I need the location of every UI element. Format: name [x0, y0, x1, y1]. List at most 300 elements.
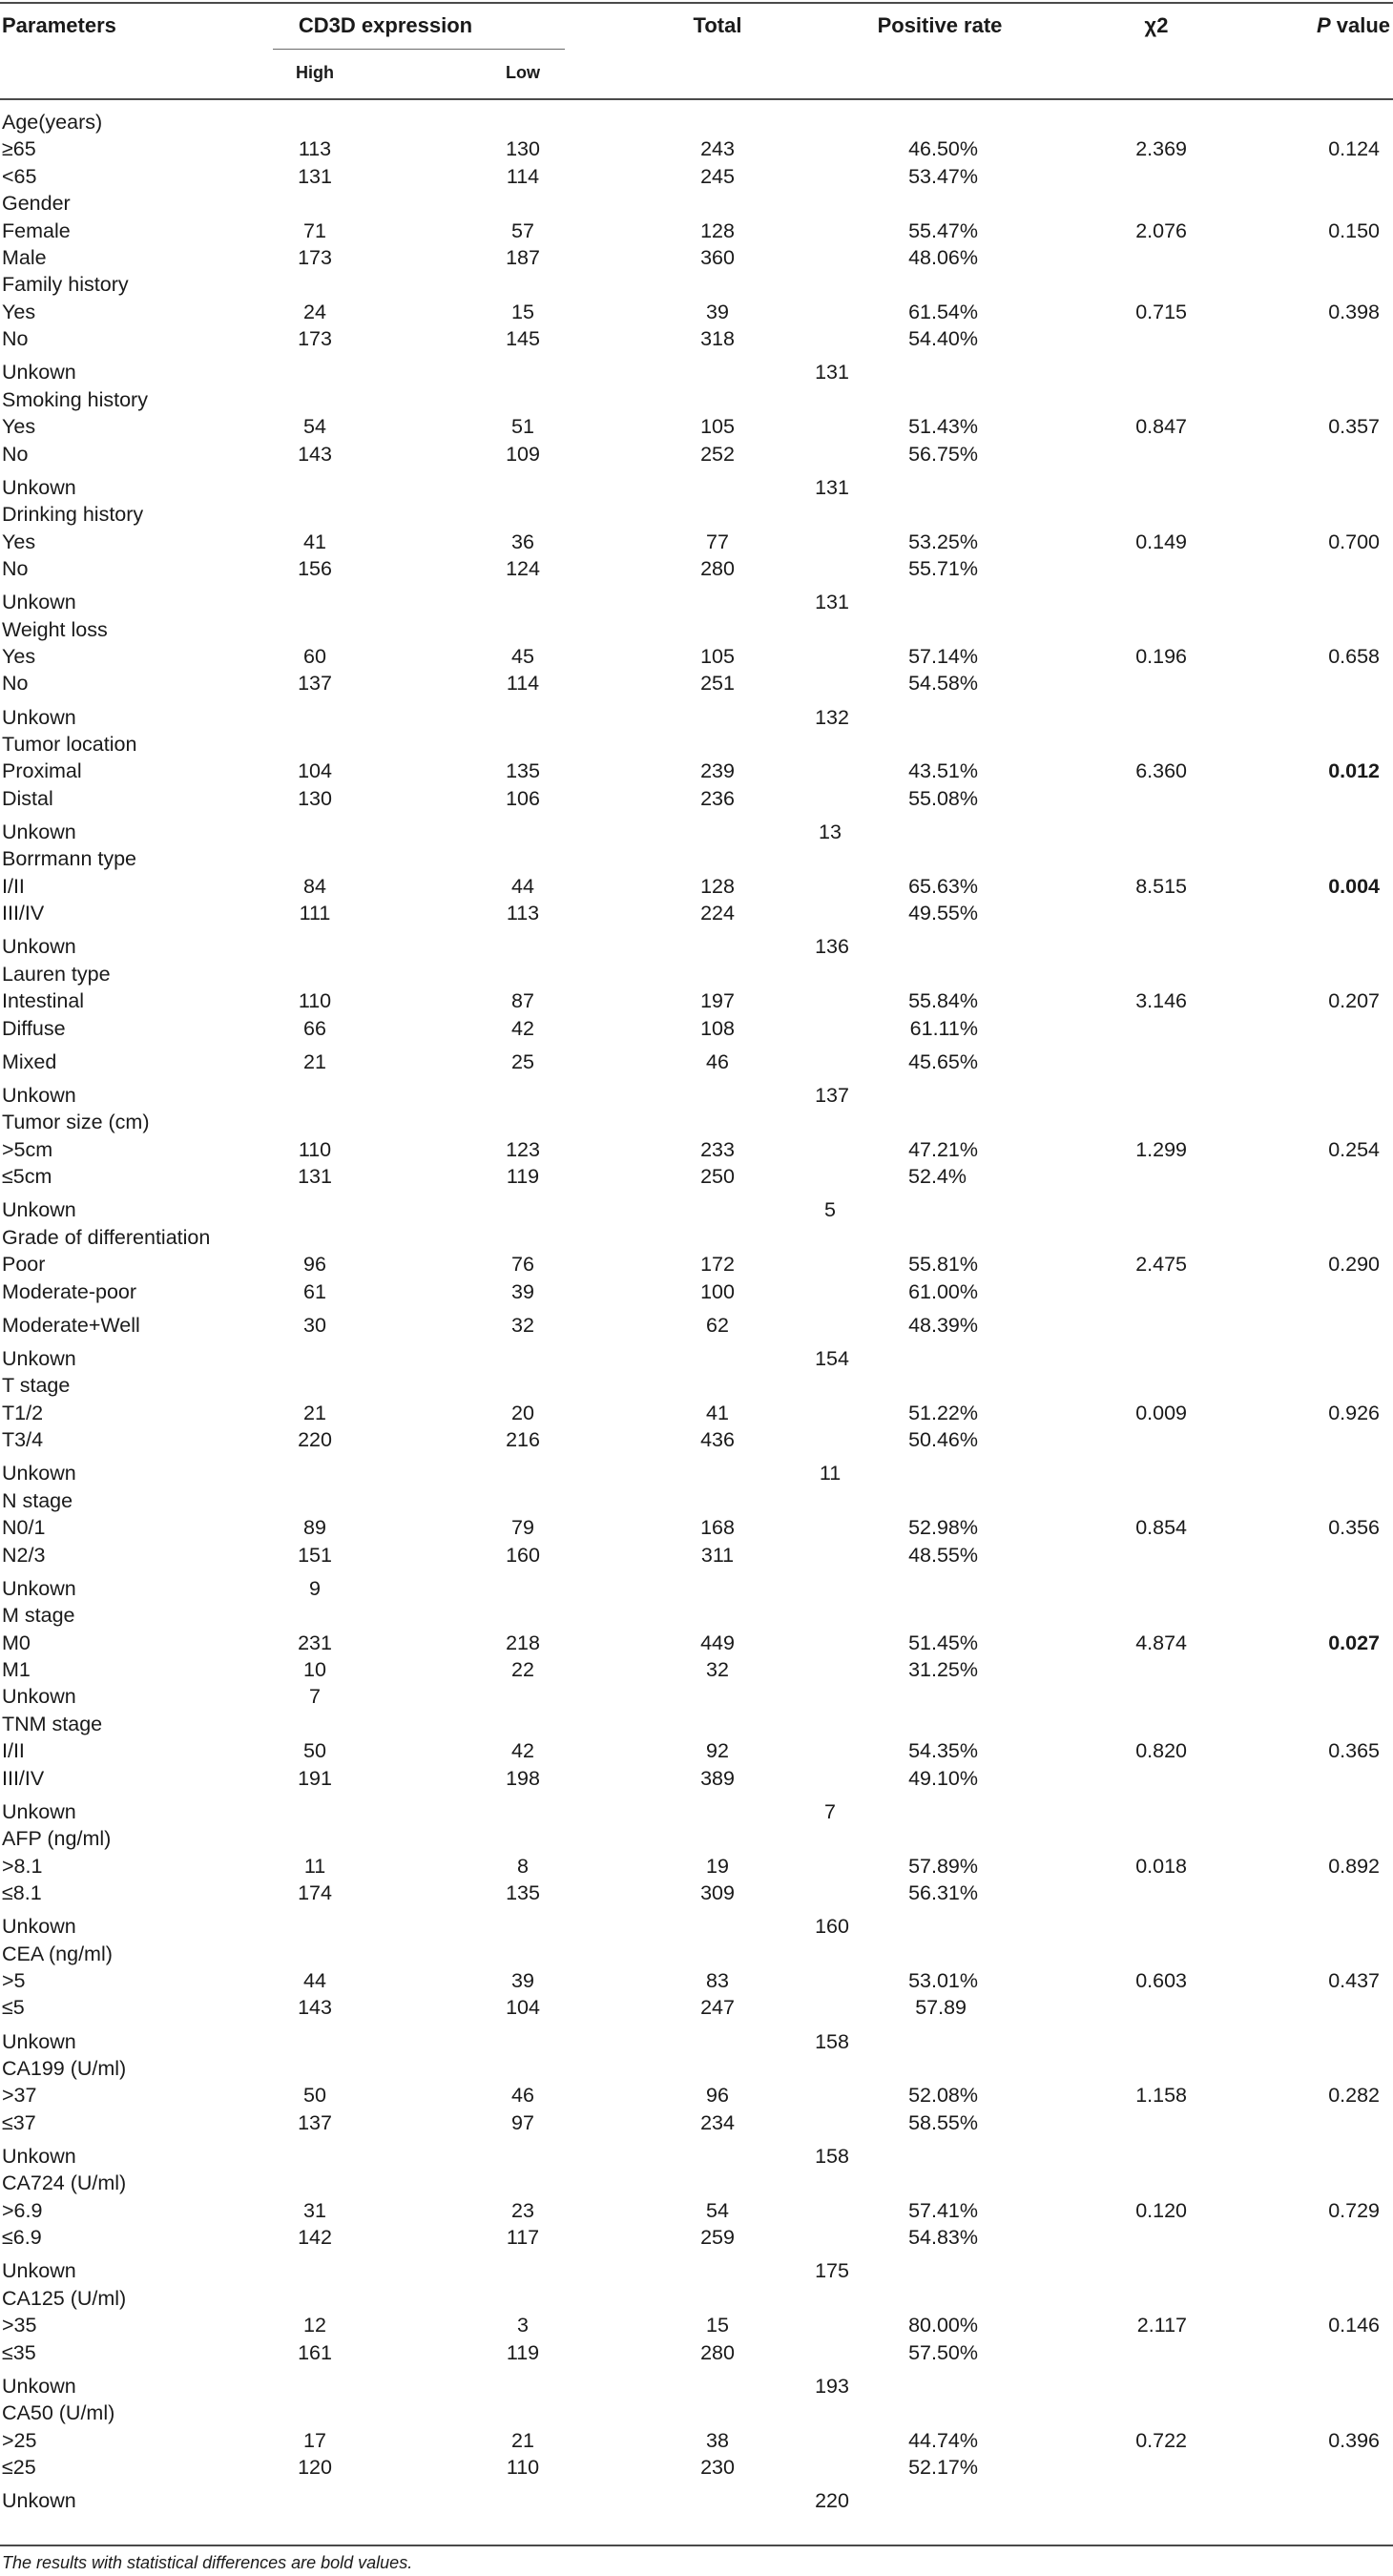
cell-positive-rate: 47.21% — [908, 1137, 978, 1161]
cell-total: 280 — [700, 2340, 735, 2364]
cell-low: 51 — [511, 415, 534, 439]
cell-low: 57 — [511, 218, 534, 242]
cell-chi-square: 3.146 — [1135, 989, 1187, 1013]
cell-high: 12 — [303, 2314, 326, 2337]
cell-chi-square: 1.299 — [1135, 1137, 1187, 1161]
cell-total: 96 — [706, 2084, 729, 2108]
cell-low: 218 — [506, 1631, 540, 1654]
row-label: Moderate+Well — [2, 1313, 140, 1337]
group-label: Family history — [2, 273, 129, 297]
cell-total: 39 — [706, 300, 729, 323]
cell-unknown-count: 5 — [824, 1198, 836, 1222]
cell-high: 50 — [303, 1739, 326, 1763]
row-label: Unkown — [2, 361, 76, 384]
cell-high: 21 — [303, 1401, 326, 1424]
cell-low: 87 — [511, 989, 534, 1013]
cell-low: 109 — [506, 442, 540, 466]
cell-positive-rate: 57.50% — [908, 2340, 978, 2364]
cell-chi-square: 8.515 — [1135, 874, 1187, 898]
cell-chi-square: 0.196 — [1135, 645, 1187, 668]
cell-low: 39 — [511, 1969, 534, 1992]
group-label: Tumor location — [2, 733, 137, 756]
cell-unknown-count: 158 — [815, 2145, 849, 2168]
cell-unknown-count: 9 — [309, 1576, 321, 1600]
cell-high: 137 — [298, 672, 332, 696]
row-label: ≤5 — [2, 1996, 25, 2020]
cell-low: 39 — [511, 1279, 534, 1303]
row-label: Unkown — [2, 705, 76, 729]
row-label: M0 — [2, 1631, 31, 1654]
cell-total: 251 — [700, 672, 735, 696]
row-label: M1 — [2, 1658, 31, 1681]
cell-total: 311 — [700, 1543, 735, 1567]
cell-high: 111 — [299, 902, 331, 925]
cell-total: 252 — [700, 442, 735, 466]
row-label: ≤25 — [2, 2456, 36, 2479]
group-label: Drinking history — [2, 503, 144, 527]
group-label: TNM stage — [2, 1712, 103, 1735]
cell-low: 36 — [511, 530, 534, 553]
row-label: ≤37 — [2, 2110, 36, 2134]
row-label: Unkown — [2, 591, 76, 614]
header-positive-rate: Positive rate — [877, 13, 1003, 37]
cell-chi-square: 2.076 — [1135, 218, 1187, 242]
cell-p-value: 0.356 — [1328, 1516, 1380, 1540]
cell-positive-rate: 55.47% — [908, 218, 978, 242]
cell-total: 54 — [706, 2198, 729, 2222]
cell-total: 233 — [700, 1137, 735, 1161]
header-p-rest: value — [1330, 13, 1390, 37]
cell-positive-rate: 51.45% — [908, 1631, 978, 1654]
cell-positive-rate: 65.63% — [908, 874, 978, 898]
cell-low: 123 — [506, 1137, 540, 1161]
cell-low: 8 — [517, 1854, 529, 1878]
cell-low: 42 — [511, 1739, 534, 1763]
cell-high: 89 — [303, 1516, 326, 1540]
row-label: T1/2 — [2, 1401, 44, 1424]
cell-unknown-count: 132 — [815, 705, 849, 729]
cell-high: 120 — [298, 2456, 332, 2479]
cell-high: 21 — [303, 1049, 326, 1073]
cell-high: 50 — [303, 2084, 326, 2108]
cell-total: 46 — [706, 1049, 729, 1073]
row-label: >35 — [2, 2314, 37, 2337]
bottom-rule — [0, 2545, 1393, 2546]
cell-unknown-count: 13 — [819, 821, 842, 843]
cell-p-value: 0.150 — [1328, 218, 1380, 242]
row-label: Unkown — [2, 821, 76, 843]
cell-p-value: 0.124 — [1328, 137, 1380, 161]
cell-p-value: 0.290 — [1328, 1253, 1380, 1277]
row-label: >8.1 — [2, 1854, 43, 1878]
row-label: III/IV — [2, 1766, 45, 1790]
cell-total: 19 — [706, 1854, 729, 1878]
cell-total: 245 — [700, 164, 735, 188]
cell-total: 243 — [700, 137, 735, 161]
row-label: No — [2, 557, 29, 580]
row-label: Yes — [2, 415, 36, 439]
cell-low: 119 — [506, 2340, 540, 2364]
cell-unknown-count: 137 — [815, 1084, 849, 1107]
cell-high: 156 — [298, 557, 332, 580]
cell-total: 128 — [700, 874, 735, 898]
cell-chi-square: 0.820 — [1135, 1739, 1187, 1763]
row-label: Yes — [2, 300, 36, 323]
cell-high: 10 — [303, 1658, 326, 1681]
cell-high: 173 — [298, 246, 332, 269]
cell-positive-rate: 55.84% — [908, 989, 978, 1013]
cell-high: 143 — [298, 442, 332, 466]
row-label: T3/4 — [2, 1428, 44, 1452]
cell-positive-rate: 53.25% — [908, 530, 978, 553]
cell-high: 113 — [298, 137, 332, 161]
cell-total: 436 — [700, 1428, 735, 1452]
cell-total: 100 — [700, 1279, 735, 1303]
cell-high: 231 — [298, 1631, 332, 1654]
row-label: Moderate-poor — [2, 1279, 137, 1303]
cell-high: 17 — [303, 2428, 326, 2452]
cell-low: 104 — [506, 1996, 540, 2020]
cell-unknown-count: 154 — [815, 1347, 849, 1370]
cell-p-value: 0.729 — [1328, 2198, 1380, 2222]
cell-positive-rate: 52.08% — [908, 2084, 978, 2108]
cell-total: 108 — [700, 1016, 735, 1040]
cell-low: 44 — [511, 874, 534, 898]
cell-total: 197 — [700, 989, 735, 1013]
row-label: Unkown — [2, 475, 76, 499]
cell-chi-square: 0.120 — [1135, 2198, 1187, 2222]
cell-high: 131 — [298, 1165, 332, 1189]
cell-chi-square: 4.874 — [1135, 1631, 1187, 1654]
cell-positive-rate: 56.31% — [908, 1881, 978, 1904]
row-label: Unkown — [2, 1198, 76, 1222]
group-label: Borrmann type — [2, 847, 137, 871]
cell-positive-rate: 61.00% — [908, 1279, 978, 1303]
cell-high: 130 — [298, 786, 332, 810]
cell-p-value: 0.658 — [1328, 645, 1380, 668]
cell-positive-rate: 61.11% — [909, 1016, 978, 1040]
cell-unknown-count: 131 — [815, 475, 849, 499]
row-label: Unkown — [2, 2259, 76, 2283]
group-label: Smoking history — [2, 387, 148, 411]
cell-low: 22 — [511, 1658, 534, 1681]
cell-low: 3 — [517, 2314, 529, 2337]
cell-p-value: 0.282 — [1328, 2084, 1380, 2108]
group-label: CA724 (U/ml) — [2, 2171, 127, 2195]
row-label: Yes — [2, 530, 36, 553]
cell-total: 449 — [700, 1631, 735, 1654]
row-label: N0/1 — [2, 1516, 46, 1540]
row-label: ≤35 — [2, 2340, 36, 2364]
cell-low: 135 — [506, 759, 540, 783]
cell-positive-rate: 45.65% — [908, 1049, 978, 1073]
cell-positive-rate: 54.40% — [908, 327, 978, 351]
row-label: Unkown — [2, 2374, 76, 2398]
cell-high: 41 — [303, 530, 326, 553]
row-label: N2/3 — [2, 1543, 46, 1567]
cell-positive-rate: 57.89 — [915, 1996, 967, 2020]
cell-total: 15 — [706, 2314, 729, 2337]
cell-positive-rate: 54.35% — [908, 1739, 978, 1763]
header-cd3d-expression: CD3D expression — [298, 13, 473, 37]
header-p-letter: P — [1316, 13, 1331, 37]
cell-total: 32 — [706, 1658, 729, 1681]
row-label: Unkown — [2, 2029, 76, 2053]
cell-high: 96 — [303, 1253, 326, 1277]
group-label: CEA (ng/ml) — [2, 1942, 113, 1965]
group-label: Tumor size (cm) — [2, 1111, 150, 1134]
row-label: Unkown — [2, 2489, 76, 2513]
cell-total: 172 — [700, 1253, 735, 1277]
header-parameters: Parameters — [2, 13, 116, 37]
cell-positive-rate: 51.22% — [908, 1401, 978, 1424]
cell-positive-rate: 57.41% — [908, 2198, 978, 2222]
cell-positive-rate: 57.89% — [908, 1854, 978, 1878]
cell-low: 79 — [511, 1516, 534, 1540]
cell-unknown-count: 7 — [309, 1685, 321, 1709]
cell-p-value: 0.146 — [1328, 2314, 1380, 2337]
cell-high: 110 — [298, 1137, 332, 1161]
cell-total: 234 — [700, 2110, 735, 2134]
cell-unknown-count: 7 — [824, 1799, 836, 1823]
cell-chi-square: 0.715 — [1135, 300, 1187, 323]
cell-total: 77 — [706, 530, 729, 553]
row-label: Unkown — [2, 1347, 76, 1370]
cell-high: 174 — [298, 1881, 332, 1904]
cell-low: 32 — [511, 1313, 534, 1337]
cell-chi-square: 2.117 — [1136, 2314, 1187, 2337]
cell-positive-rate: 49.55% — [908, 902, 978, 925]
row-label: ≤8.1 — [2, 1881, 42, 1904]
cell-low: 113 — [506, 902, 540, 925]
cell-total: 92 — [706, 1739, 729, 1763]
cell-low: 42 — [511, 1016, 534, 1040]
cell-low: 76 — [511, 1253, 534, 1277]
cell-positive-rate: 52.98% — [908, 1516, 978, 1540]
cell-high: 61 — [303, 1279, 326, 1303]
cell-unknown-count: 131 — [815, 591, 849, 614]
cell-chi-square: 0.009 — [1135, 1401, 1187, 1424]
row-label: Distal — [2, 786, 53, 810]
cell-p-value: 0.437 — [1328, 1969, 1380, 1992]
cell-chi-square: 2.369 — [1135, 137, 1187, 161]
cell-low: 114 — [506, 672, 540, 696]
header-chi-square: χ2 — [1144, 13, 1169, 37]
cell-high: 71 — [303, 218, 326, 242]
cell-high: 66 — [303, 1016, 326, 1040]
cell-p-value: 0.365 — [1328, 1739, 1380, 1763]
cell-high: 54 — [303, 415, 326, 439]
row-label: I/II — [2, 1739, 25, 1763]
row-label: ≤5cm — [2, 1165, 52, 1189]
cell-positive-rate: 55.71% — [908, 557, 978, 580]
cell-total: 239 — [700, 759, 735, 783]
cell-low: 23 — [511, 2198, 534, 2222]
cell-low: 187 — [506, 246, 540, 269]
row-label: Unkown — [2, 2145, 76, 2168]
cell-low: 45 — [511, 645, 534, 668]
group-label: M stage — [2, 1604, 75, 1628]
cell-high: 60 — [303, 645, 326, 668]
cell-positive-rate: 48.39% — [908, 1313, 978, 1337]
cell-low: 198 — [506, 1766, 540, 1790]
cell-low: 117 — [506, 2226, 540, 2250]
cell-total: 250 — [700, 1165, 735, 1189]
row-label: Unkown — [2, 1084, 76, 1107]
cell-total: 236 — [700, 786, 735, 810]
cell-total: 280 — [700, 557, 735, 580]
cell-chi-square: 0.149 — [1135, 530, 1187, 553]
cell-total: 105 — [700, 645, 735, 668]
cell-low: 20 — [511, 1401, 534, 1424]
cell-positive-rate: 51.43% — [908, 415, 978, 439]
cell-unknown-count: 131 — [815, 361, 849, 384]
cell-positive-rate: 80.00% — [908, 2314, 978, 2337]
cell-total: 360 — [700, 246, 735, 269]
group-label: Grade of differentiation — [2, 1225, 211, 1249]
group-label: CA199 (U/ml) — [2, 2057, 127, 2080]
cell-positive-rate: 49.10% — [908, 1766, 978, 1790]
row-label: Unkown — [2, 1576, 76, 1600]
cell-high: 30 — [303, 1313, 326, 1337]
cell-chi-square: 0.847 — [1135, 415, 1187, 439]
cell-total: 128 — [700, 218, 735, 242]
footnote: The results with statistical differences are bold values. — [2, 2553, 413, 2572]
group-label: N stage — [2, 1488, 73, 1512]
cell-p-value: 0.207 — [1328, 989, 1380, 1013]
cell-low: 106 — [506, 786, 540, 810]
group-label: Age(years) — [2, 111, 103, 134]
cell-p-value: 0.012 — [1328, 759, 1380, 783]
cell-low: 160 — [506, 1543, 540, 1567]
cell-low: 145 — [506, 327, 540, 351]
cell-total: 259 — [700, 2226, 735, 2250]
row-label: Female — [2, 218, 71, 242]
row-label: Male — [2, 246, 47, 269]
cell-high: 191 — [298, 1766, 332, 1790]
cell-high: 151 — [298, 1543, 332, 1567]
row-label: <65 — [2, 164, 37, 188]
cell-chi-square: 2.475 — [1135, 1253, 1187, 1277]
row-label: >5cm — [2, 1137, 53, 1161]
header-total: Total — [693, 13, 742, 37]
cell-total: 389 — [700, 1766, 735, 1790]
row-label: No — [2, 672, 29, 696]
cell-p-value: 0.398 — [1328, 300, 1380, 323]
row-label: Yes — [2, 645, 36, 668]
cell-positive-rate: 48.06% — [908, 246, 978, 269]
cell-low: 15 — [511, 300, 534, 323]
cell-high: 137 — [298, 2110, 332, 2134]
cell-positive-rate: 61.54% — [908, 300, 978, 323]
cell-low: 114 — [506, 164, 540, 188]
cell-high: 44 — [303, 1969, 326, 1992]
group-label: AFP (ng/ml) — [2, 1827, 112, 1851]
group-label: CA50 (U/ml) — [2, 2401, 115, 2425]
row-label: Unkown — [2, 935, 76, 959]
cell-chi-square: 0.018 — [1135, 1854, 1187, 1878]
cell-unknown-count: 136 — [815, 935, 849, 959]
cell-total: 83 — [706, 1969, 729, 1992]
cell-chi-square: 6.360 — [1135, 759, 1187, 783]
group-label: CA125 (U/ml) — [2, 2286, 127, 2310]
row-label: ≤6.9 — [2, 2226, 42, 2250]
cell-unknown-count: 11 — [819, 1462, 842, 1485]
cell-positive-rate: 43.51% — [908, 759, 978, 783]
header-high: High — [296, 63, 334, 82]
cell-low: 119 — [506, 1165, 540, 1189]
cell-total: 41 — [706, 1401, 729, 1424]
cell-positive-rate: 31.25% — [908, 1658, 978, 1681]
cell-high: 11 — [303, 1854, 326, 1878]
cell-positive-rate: 57.14% — [908, 645, 978, 668]
cell-chi-square: 1.158 — [1135, 2084, 1187, 2108]
row-label: >5 — [2, 1969, 26, 1992]
row-label: Unkown — [2, 1462, 76, 1485]
cell-unknown-count: 220 — [815, 2489, 849, 2513]
row-label: III/IV — [2, 902, 45, 925]
cell-total: 224 — [700, 902, 735, 925]
cell-high: 173 — [298, 327, 332, 351]
row-label: >25 — [2, 2428, 37, 2452]
row-label: Proximal — [2, 759, 82, 783]
cell-positive-rate: 48.55% — [908, 1543, 978, 1567]
cell-high: 110 — [298, 989, 332, 1013]
row-label: Unkown — [2, 1915, 76, 1939]
cell-positive-rate: 52.4% — [908, 1165, 967, 1189]
cell-p-value: 0.027 — [1328, 1631, 1380, 1654]
cell-positive-rate: 53.01% — [908, 1969, 978, 1992]
cell-positive-rate: 50.46% — [908, 1428, 978, 1452]
cell-positive-rate: 53.47% — [908, 164, 978, 188]
cell-total: 309 — [700, 1881, 735, 1904]
cell-total: 168 — [700, 1516, 735, 1540]
cell-total: 318 — [700, 327, 735, 351]
cell-low: 124 — [506, 557, 540, 580]
cell-high: 84 — [303, 874, 326, 898]
row-label: Unkown — [2, 1799, 76, 1823]
group-label: Gender — [2, 192, 71, 216]
cell-p-value: 0.892 — [1328, 1854, 1380, 1878]
cell-high: 31 — [303, 2198, 326, 2222]
group-label: Weight loss — [2, 617, 108, 641]
cell-positive-rate: 52.17% — [908, 2456, 978, 2479]
cell-positive-rate: 56.75% — [908, 442, 978, 466]
cell-chi-square: 0.603 — [1135, 1969, 1187, 1992]
cell-p-value: 0.700 — [1328, 530, 1380, 553]
row-label: Diffuse — [2, 1016, 66, 1040]
cell-p-value: 0.396 — [1328, 2428, 1380, 2452]
cell-low: 97 — [511, 2110, 534, 2134]
cell-low: 25 — [511, 1049, 534, 1073]
cell-p-value: 0.926 — [1328, 1401, 1380, 1424]
cell-high: 131 — [298, 164, 332, 188]
cell-unknown-count: 158 — [815, 2029, 849, 2053]
group-label: Lauren type — [2, 962, 111, 986]
cell-total: 230 — [700, 2456, 735, 2479]
row-label: Intestinal — [2, 989, 85, 1013]
group-label: T stage — [2, 1374, 71, 1398]
row-label: ≥65 — [2, 137, 36, 161]
header-low: Low — [506, 63, 540, 82]
cell-positive-rate: 55.08% — [908, 786, 978, 810]
row-label: >6.9 — [2, 2198, 43, 2222]
cell-high: 220 — [298, 1428, 332, 1452]
cell-high: 104 — [298, 759, 332, 783]
cell-chi-square: 0.722 — [1135, 2428, 1187, 2452]
row-label: >37 — [2, 2084, 37, 2108]
cell-low: 46 — [511, 2084, 534, 2108]
